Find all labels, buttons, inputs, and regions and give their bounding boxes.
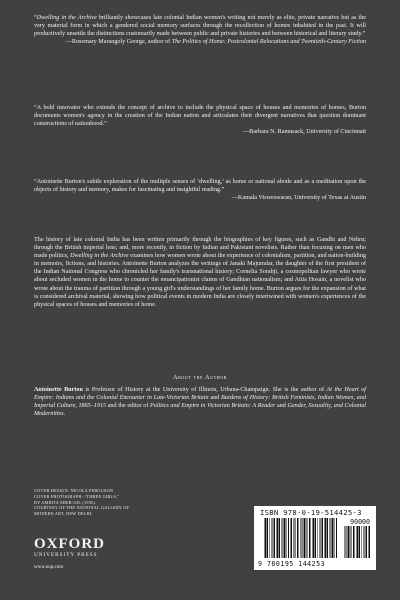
praise-quote-text: “Dwelling in the Archive brilliantly showcases late colonial Indian women's writing not merely as elite, private narrative but as the very material form in which a gendered social memory surfaces through the recollection of homes inhabited in the past. It will productively unsettle the distinctions customarily made between public and private histories and between historical and literary study.”: [34, 15, 367, 38]
barcode-stripe: [276, 518, 277, 558]
praise-attribution: —Kamala Visweswaran, University of Texas at Austin: [231, 195, 366, 202]
barcode-icon: [264, 518, 338, 558]
cover-credits: [34, 488, 154, 517]
barcode-stripe: [334, 518, 335, 558]
barcode-stripe: [364, 526, 365, 558]
barcode-stripe: [353, 526, 355, 558]
barcode-stripe: [293, 518, 294, 558]
book-title: Dwelling in the Archive: [36, 15, 97, 21]
barcode-stripe: [346, 526, 347, 558]
barcode-stripe: [283, 518, 284, 558]
publisher-name: OXFORD: [34, 536, 105, 552]
barcode-stripe: [313, 518, 314, 558]
barcode-stripe: [329, 518, 330, 558]
publisher-logo: [34, 537, 105, 559]
barcode-stripe: [291, 518, 293, 558]
book-description: The history of late colonial India has been written primarily through the biographies of key figures, such as Gandhi and Nehru; through the British imperial lens; and, more recently, in fiction by Indian and Pakistani novelists. Rather than focusing on men who made politics, Dwelling in the Archive examines how women wrote about the experience of colonialism, partition, and nation-building in memoirs, fictions, and histories. Antoinette Burton analyzes the writings of Janaki Majumdar, the daughter of the first president of the Indian National Congress who chronicled her family's transnational history; Cornelia Sorabji, a cosmopolitan lawyer who wrote about secluded women in the home to counter the emancipationist claims of Gandhian nationalism; and Attia Hosain, a novelist who wrote about the trauma of partition through a young girl's understandings of her family home. Burton argues for the expansion of what is considered archival material, showing how political events in modern India are closely intertwined with women's experiences of the physical spaces of houses and memories of home.: [34, 237, 367, 308]
credit-line: MODERN ART, NEW DELHI.: [34, 511, 93, 517]
barcode-stripe: [369, 526, 370, 558]
barcode-stripe: [356, 526, 357, 558]
barcode-stripe: [320, 518, 321, 558]
barcode-stripe: [297, 518, 299, 558]
barcode-stripe: [309, 518, 311, 558]
publisher-press: UNIVERSITY PRESS: [34, 552, 98, 558]
barcode-stripe: [304, 518, 306, 558]
barcode-stripe: [315, 518, 317, 558]
barcode-stripe: [350, 526, 351, 558]
barcode-stripe: [300, 518, 301, 558]
barcode-stripe: [264, 518, 265, 558]
price-code: 90000: [350, 518, 370, 526]
ean-digits: 9 780195 144253: [258, 560, 326, 568]
barcode-stripe: [302, 518, 303, 558]
barcode-label: [254, 506, 376, 570]
praise-quote-text: “Antoinette Burton's subtle exploration of the multiple senses of ‘dwelling,’ as home or national abode and as a meditation upon the objects of history and memory, makes for fascinating and insightful reading.”: [34, 179, 366, 194]
credit-line: COURTESY OF THE NATIONAL GALLERY OF: [34, 505, 130, 511]
book-title: Dwelling in the Archive: [70, 253, 129, 260]
barcode-stripe: [270, 518, 271, 558]
credit-line: COVER DESIGN: NICOLA FERGUSON: [34, 488, 114, 493]
barcode-stripe: [322, 518, 324, 558]
praise-attribution: —Rosemary Marangoly George, author of The Politics of Home: Postcolonial Relocations and Twentieth-Century Fiction: [65, 39, 366, 46]
barcode-stripe: [366, 526, 368, 558]
praise-quote-2: [34, 104, 366, 136]
barcode-stripe: [274, 518, 276, 558]
barcode-stripe: [286, 518, 287, 558]
barcode-stripe: [362, 526, 363, 558]
barcode-stripe: [265, 518, 266, 558]
barcode-stripe: [331, 518, 332, 558]
barcode-stripe: [332, 518, 334, 558]
about-author-heading: About the Author: [172, 374, 228, 381]
barcode-stripe: [351, 526, 352, 558]
barcode-stripe: [318, 518, 319, 558]
barcode-stripe: [288, 518, 289, 558]
praise-quote-3: [34, 178, 366, 202]
barcode-stripe: [336, 518, 337, 558]
credit-line: COVER PHOTOGRAPH: “THREE GIRLS,”: [34, 493, 120, 499]
barcode-stripe: [281, 518, 282, 558]
barcode-stripe: [344, 526, 345, 558]
publisher-url: www.oup.com: [34, 565, 64, 570]
barcode-stripe: [267, 518, 269, 558]
author-name: Antoinette Burton: [34, 387, 83, 393]
author-bio: Antoinette Burton is Professor of History at the University of Illinois, Urbana-Champaign. She is the author of At the Heart of Empire: Indians and the Colonial Encounter in Late-Victorian Britain and Burdens of History: British Feminists, Indian Women, and Imperial Culture, 1865–1915 and the editor of Politics and Empire in Victorian Britain: A Reader and Gender, Sexuality, and Colonial Modernities.: [34, 387, 367, 418]
barcode-stripe: [306, 518, 307, 558]
barcode-stripe: [295, 518, 296, 558]
barcode-stripe: [307, 518, 308, 558]
barcode-stripe: [324, 518, 325, 558]
barcode-stripe: [327, 518, 329, 558]
praise-attribution: —Barbara N. Ramusack, University of Cincinnati: [243, 129, 366, 136]
barcode-stripe: [312, 518, 313, 558]
addon-barcode-icon: [344, 526, 370, 558]
barcode-stripe: [357, 526, 358, 558]
barcode-stripe: [348, 526, 350, 558]
barcode-stripe: [277, 518, 278, 558]
isbn-text: ISBN 978-0-19-514425-3: [260, 508, 362, 517]
barcode-stripe: [368, 526, 369, 558]
praise-quote-text: “A bold innovator who extends the concept of archive to include the physical space of houses and memories of homes, Burton documents women's agency in the creation of the Indian nation and articulates their divergent narratives that question dominant constructions of nationhood.”: [34, 105, 366, 128]
credit-line: BY AMRITA SHER-GIL (1935).: [34, 499, 97, 505]
barcode-stripe: [325, 518, 326, 558]
barcode-stripe: [272, 518, 273, 558]
barcode-stripe: [279, 518, 281, 558]
praise-quote-1: [34, 14, 366, 46]
barcode-stripe: [284, 518, 286, 558]
barcode-stripe: [359, 526, 361, 558]
